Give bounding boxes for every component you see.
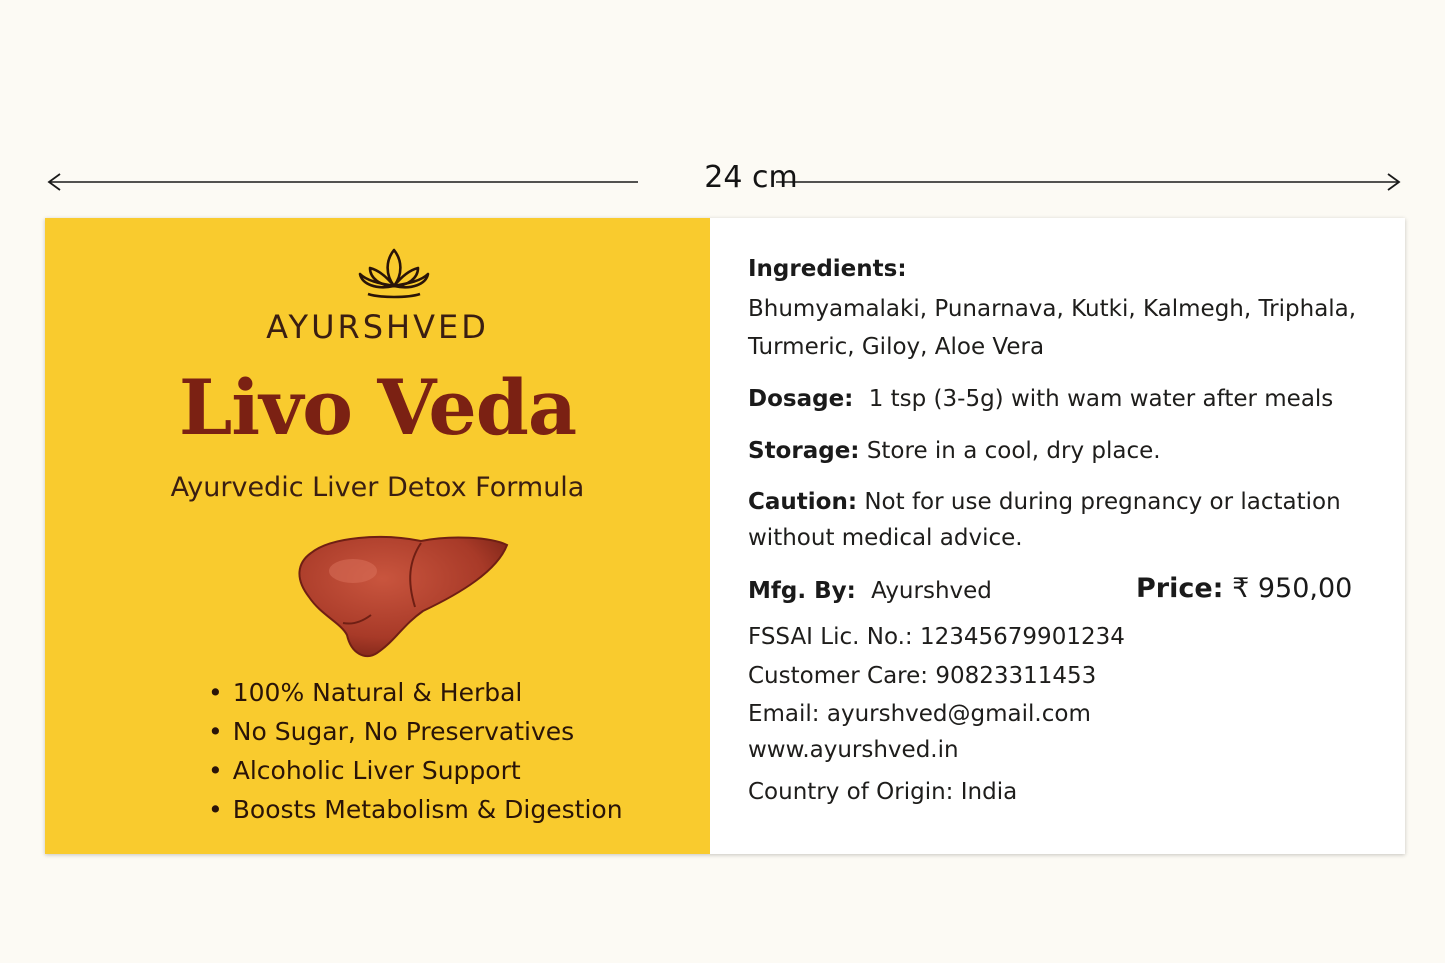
website: www.ayurshved.in [748,737,959,763]
storage-text: Store in a cool, dry place. [866,438,1161,464]
ingredients-heading: Ingredients: [748,256,907,282]
dimension-label: 24 cm [704,160,798,195]
feature-list [208,673,623,829]
dosage-label: Dosage: [748,386,854,412]
label-front-panel [45,218,710,854]
product-title: Livo Veda [178,363,577,452]
label-info-panel [710,218,1405,854]
ingredients-text [748,290,1388,366]
storage-row [748,432,1161,470]
price-row [1136,573,1352,604]
ingredients-line: Bhumyamalaki, Punarnava, Kutki, Kalmegh, Triphala, [748,296,1357,322]
mfg-label: Mfg. By: [748,578,856,604]
ingredients-line: Turmeric, Giloy, Aloe Vera [748,334,1045,360]
caution-text: Not for use during pregnancy or lactation without medical advice. [748,489,1341,551]
caution-row [748,484,1388,556]
feature-item: • Boosts Metabolism & Digestion [208,790,623,829]
caution-label: Caution: [748,489,858,515]
feature-item: • Alcoholic Liver Support [208,751,623,790]
feature-item: • No Sugar, No Preservatives [208,712,623,751]
price-label: Price: [1136,573,1224,604]
country-of-origin: Country of Origin: India [748,779,1018,805]
brand-name: AYURSHVED [266,308,489,346]
product-label [45,218,1405,854]
manufacturer-row [748,572,992,610]
dosage-text: 1 tsp (3-5g) with wam water after meals [868,386,1334,412]
liver-icon [291,531,511,661]
contact-email: Email: ayurshved@gmail.com [748,701,1091,727]
mfg-text: Ayurshved [871,578,992,604]
dimension-indicator [46,158,1404,204]
dosage-row [748,380,1333,418]
customer-care: Customer Care: 90823311453 [748,663,1097,689]
storage-label: Storage: [748,438,860,464]
feature-item: • 100% Natural & Herbal [208,673,623,712]
product-tagline: Ayurvedic Liver Detox Formula [170,472,585,503]
fssai-license: FSSAI Lic. No.: 12345679901234 [748,624,1125,650]
price-value: ₹ 950,00 [1232,573,1353,604]
lotus-icon [356,246,432,302]
